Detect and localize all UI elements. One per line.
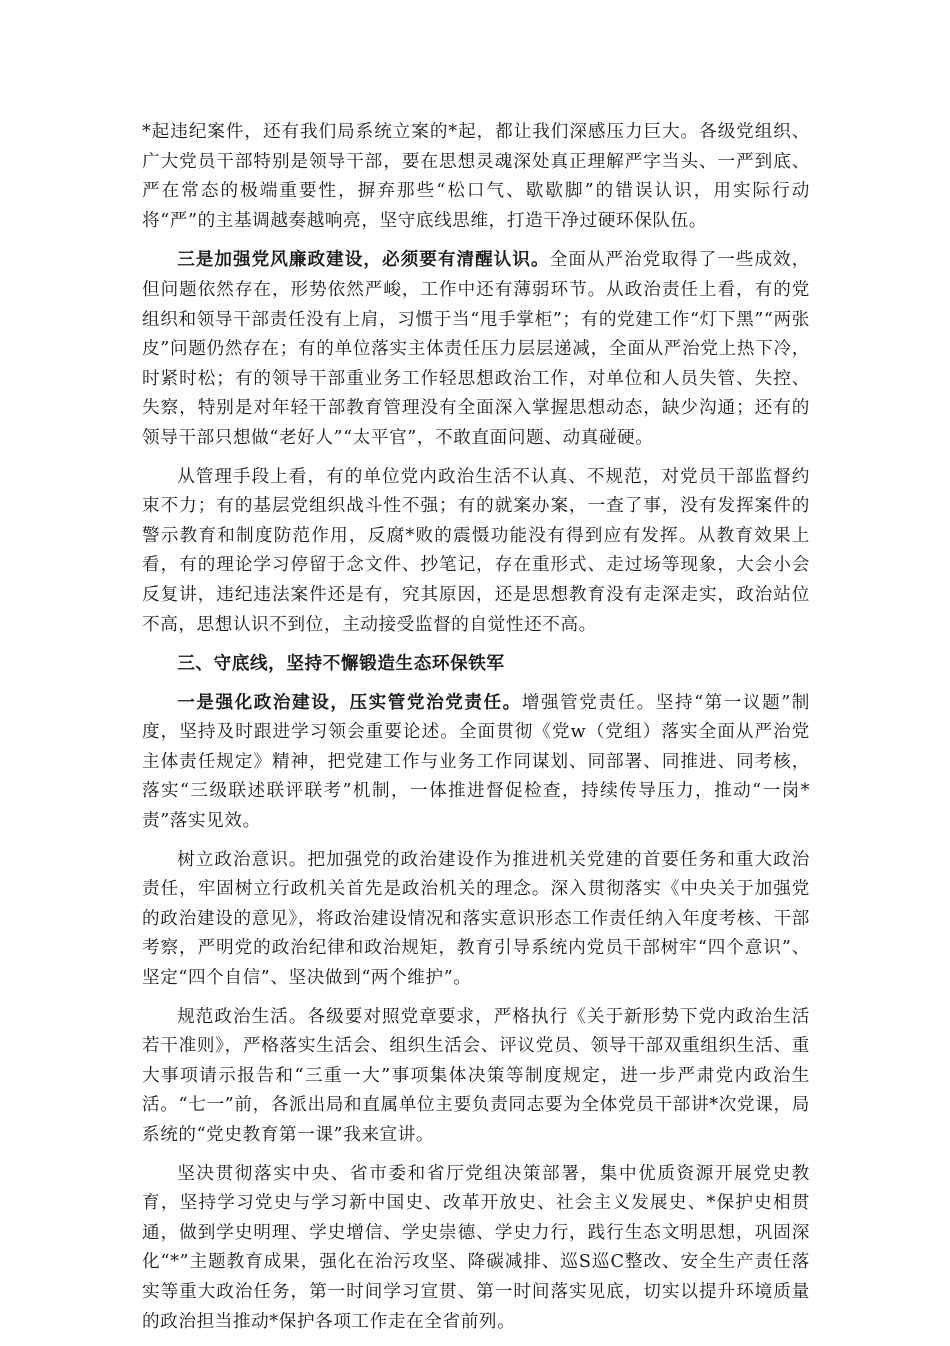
paragraph-7: 坚决贯彻落实中央、省市委和省厅党组决策部署，集中优质资源开展党史教育，坚持学习党史与学习新中国史、改革开放史、社会主义发展史、*保护史相贯通，做到学史明理、学史增信、学史崇德、学史力行，践行生态文明思想，巩固深化“*”主题教育成果，强化在治污攻坚、降碳减排、巡S巡C整改、安全生产责任落实等重大政治任务，第一时间学习宣贯、第一时间落实见底，切实以提升环境质量的政治担当推动*保护各项工作走在全省前列。 (142, 1163, 810, 1332)
paragraph-6: 规范政治生活。各级要对照党章要求，严格执行《关于新形势下党内政治生活若干准则》，严格落实生活会、组织生活会、评议党员、领导干部双重组织生活、重大事项请示报告和“三重一大”事项集体决策等制度规定，进一步严肃党内政治生活。“七一”前，各派出局和直属单位主要负责同志要为全体党员干部讲*次党课，局系统的“党史教育第一课”我来宣讲。 (142, 1006, 810, 1145)
document-page (142, 118, 810, 1346)
paragraph-4 (142, 688, 810, 837)
paragraph-2-lead: 三是加强党风廉政建设，必须要有清醒认识。 (177, 249, 550, 271)
paragraph-2 (142, 245, 810, 453)
paragraph-1: *起违纪案件，还有我们局系统立案的*起，都让我们深感压力巨大。各级党组织、广大党员干部特别是领导干部，要在思想灵魂深处真正理解严字当头、一严到底、严在常态的极端重要性，摒弃那些“松口气、歇歇脚”的错误认识，用实际行动将“严”的主基调越奏越响亮，坚守底线思维，打造干净过硬环保队伍。 (142, 122, 810, 231)
paragraph-3: 从管理手段上看，有的单位党内政治生活不认真、不规范，对党员干部监督约束不力；有的基层党组织战斗性不强；有的就案办案，一查了事，没有发挥案件的警示教育和制度防范作用，反腐*败的震慑功能没有得到应有发挥。从教育效果上看，有的理论学习停留于念文件、抄笔记，存在重形式、走过场等现象，大会小会反复讲，违纪违法案件还是有，究其原因，还是思想教育没有走深走实，政治站位不高，思想认识不到位，主动接受监督的自觉性还不高。 (142, 466, 810, 635)
paragraph-4-body: 增强管党责任。坚持“第一议题”制度，坚持及时跟进学习领会重要论述。全面贯彻《党w（党组）落实全面从严治党主体责任规定》精神，把党建工作与业务工作同谋划、同部署、同推进、同考核，落实“三级联述联评联考”机制，一体推进督促检查，持续传导压力，推动“一岗*责”落实见效。 (142, 692, 810, 832)
paragraph-2-body: 全面从严治党取得了一些成效，但问题依然存在，形势依然严峻，工作中还有薄弱环节。从政治责任上看，有的党组织和领导干部责任没有上肩，习惯于当“甩手掌柜”；有的党建工作“灯下黑”“两张皮”问题仍然存在；有的单位落实主体责任压力层层递减，全面从严治党上热下冷，时紧时松；有的领导干部重业务工作轻思想政治工作，对单位和人员失管、失控、失察，特别是对年轻干部教育管理没有全面深入掌握思想动态，缺少沟通；还有的领导干部只想做“老好人”“太平官”，不敢直面问题、动真碰硬。 (142, 250, 810, 448)
section-heading-3: 三、守底线，坚持不懈锻造生态环保铁军 (177, 653, 505, 675)
paragraph-4-lead: 一是强化政治建设，压实管党治党责任。 (177, 691, 522, 713)
paragraph-5: 树立政治意识。把加强党的政治建设作为推进机关党建的首要任务和重大政治责任，牢固树立行政机关首先是政治机关的理念。深入贯彻落实《中央关于加强党的政治建设的意见》，将政治建设情况和落实意识形态工作责任纳入年度考核、干部考察，严明党的政治纪律和政治规矩，教育引导系统内党员干部树牢“四个意识”、坚定“四个自信”、坚决做到“两个维护”。 (142, 849, 810, 989)
